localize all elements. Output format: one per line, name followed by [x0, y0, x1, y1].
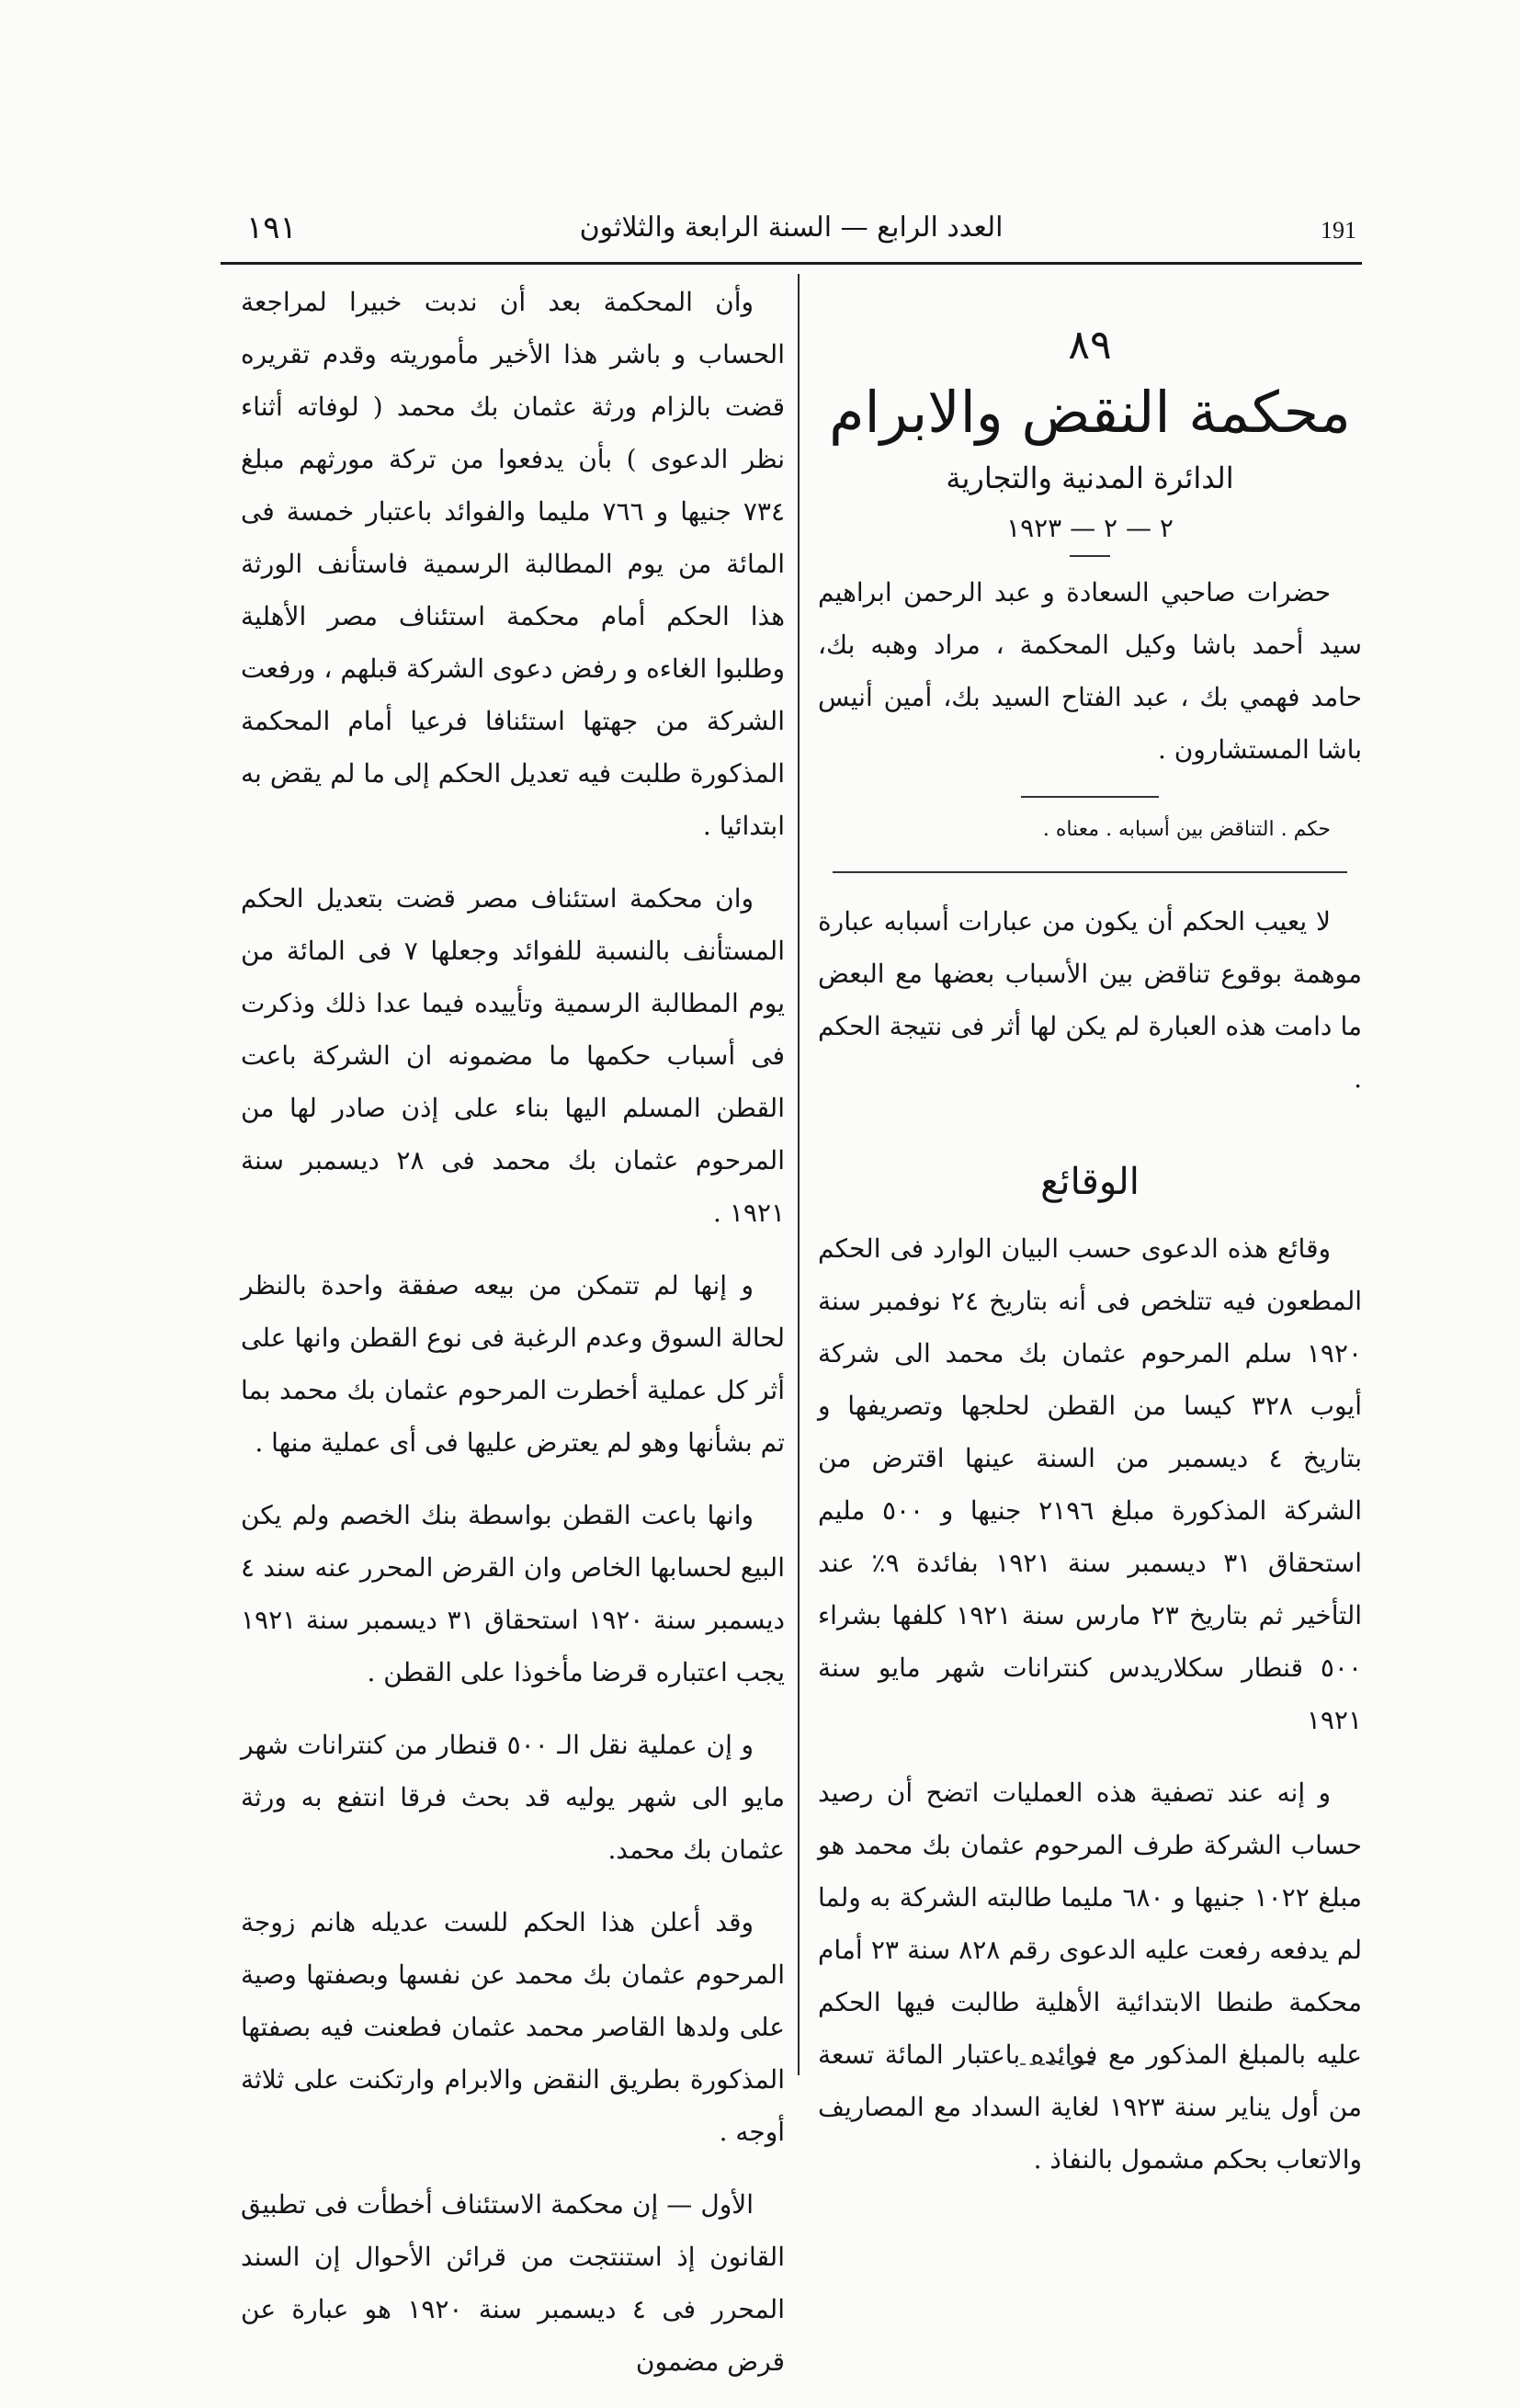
column-divider — [798, 274, 800, 2075]
right-column — [818, 320, 1362, 2206]
case-number: ٨٩ — [1068, 322, 1112, 369]
court-name: محكمة النقض والابرام — [829, 379, 1351, 446]
body-paragraph: وقد أعلن هذا الحكم للست عديله هانم زوجة المرحوم عثمان بك محمد عن نفسها وبصفتها وصية على ولدها القاصر محمد عثمان فطعنت فيه بصفتها المذكورة بطريق النقض والابرام وارتكنت على ثلاثة أوجه . — [241, 1907, 785, 2147]
running-title: العدد الرابع — السنة الرابعة والثلاثون — [579, 211, 1004, 244]
ruling-tags: حكم . التناقض بين أسبابه . معناه . — [1042, 818, 1331, 841]
facts-paragraph: و إنه عند تصفية هذه العمليات اتضح أن رصيد حساب الشركة طرف المرحوم عثمان بك محمد هو مبلغ ١٠٢٢ جنيها و ٦٨٠ مليما طالبته الشركة به ولما لم يدفعه رفعت عليه الدعوى رقم ٨٢٨ سنة ٢٣ أمام محكمة طنطا الابتدائية الأهلية طالبت فيها الحكم عليه بالمبلغ المذكور مع فوائده باعتبار المائة تسعة من أول يناير سنة ١٩٢٣ لغاية السداد مع المصاريف والاتعاب بحكم مشمول بالنفاذ . — [818, 1778, 1362, 2175]
judges-paragraph: حضرات صاحبي السعادة و عبد الرحمن ابراهيم سيد أحمد باشا وكيل المحكمة ، مراد وهبه بك، حامد فهمي بك ، عبد الفتاح السيد بك، أمين أنيس باشا المستشارون . — [818, 577, 1362, 765]
body-paragraph: وان محكمة استئناف مصر قضت بتعديل الحكم المستأنف بالنسبة للفوائد وجعلها ٧ فى المائة من يوم المطالبة الرسمية وتأييده فيما عدا ذلك وذكرت فى أسباب حكمها ما مضمونه ان الشركة باعت القطن المسلم اليها بناء على إذن صادر لها من المرحوم عثمان بك محمد فى ٢٨ ديسمبر سنة ١٩٢١ . — [241, 883, 785, 1228]
body-paragraph: وانها باعت القطن بواسطة بنك الخصم ولم يكن البيع لحسابها الخاص وان القرض المحرر عنه سند ٤ ديسمبر سنة ١٩٢٠ استحقاق ٣١ ديسمبر سنة ١٩٢١ يجب اعتباره قرضا مأخوذا على القطن . — [241, 1500, 785, 1687]
divider — [1021, 796, 1159, 798]
header-rule — [221, 262, 1362, 265]
divider — [1070, 555, 1110, 557]
body-paragraph: وأن المحكمة بعد أن ندبت خبيرا لمراجعة الحساب و باشر هذا الأخير مأموريته وقدم تقريره قضت بالزام ورثة عثمان بك محمد ( لوفاته أثناء نظر الدعوى ) بأن يدفعوا من تركة مورثهم مبلغ ٧٣٤ جنيها و ٧٦٦ مليما والفوائد باعتبار خمسة فى المائة من يوم المطالبة الرسمية فاستأنف الورثة هذا الحكم أمام محكمة استئناف مصر الأهلية وطلبوا الغاءه و رفض دعوى الشركة قبلهم ، ورفعت الشركة من جهتها استئنافا فرعيا أمام المحكمة المذكورة طلبت فيه تعديل الحكم إلى ما لم يقض به ابتدائيا . — [241, 287, 785, 841]
left-column — [241, 276, 785, 2408]
divider — [833, 871, 1347, 873]
end-mark — [1020, 2063, 1094, 2065]
facts-heading: الوقائع — [1040, 1161, 1140, 1203]
page-number-arabic: ١٩١ — [246, 210, 297, 246]
body-paragraph: و إنها لم تتمكن من بيعه صفقة واحدة بالنظر لحالة السوق وعدم الرغبة فى نوع القطن وانها على أثر كل عملية أخطرت المرحوم عثمان بك محمد بما تم بشأنها وهو لم يعترض عليها فى أى عملية منها . — [241, 1270, 785, 1458]
body-paragraph: الأول — إن محكمة الاستئناف أخطأت فى تطبيق القانون إذ استنتجت من قرائن الأحوال إن السند المحرر فى ٤ ديسمبر سنة ١٩٢٠ هو عبارة عن قرض مضمون — [241, 2189, 785, 2377]
case-date: ٢ — ٢ — ١٩٢٣ — [1006, 513, 1174, 543]
page-number-latin: 191 — [1321, 217, 1356, 244]
facts-paragraph: وقائع هذه الدعوى حسب البيان الوارد فى الحكم المطعون فيه تتلخص فى أنه بتاريخ ٢٤ نوفمبر سنة ١٩٢٠ سلم المرحوم عثمان بك محمد الى شركة أيوب ٣٢٨ كيسا من القطن لحلجها وتصريفها و بتاريخ ٤ ديسمبر من السنة عينها اقترض من الشركة المذكورة مبلغ ٢١٩٦ جنيها و ٥٠٠ مليم استحقاق ٣١ ديسمبر سنة ١٩٢١ بفائدة ٩٪ عند التأخير ثم بتاريخ ٢٣ مارس سنة ١٩٢١ كلفها بشراء ٥٠٠ قنطار سكلاريدس كنترانات شهر مايو سنة ١٩٢١ — [818, 1233, 1363, 1735]
court-circuit: الدائرة المدنية والتجارية — [946, 460, 1234, 495]
page-header — [221, 204, 1362, 259]
legal-principle: لا يعيب الحكم أن يكون من عبارات أسبابه عبارة موهمة بوقوع تناقض بين الأسباب بعضها مع البعض ما دامت هذه العبارة لم يكن لها أثر فى نتيجة الحكم . — [818, 906, 1362, 1094]
body-paragraph: و إن عملية نقل الـ ٥٠٠ قنطار من كنترانات شهر مايو الى شهر يوليه قد بحث فرقا انتفع به ورثة عثمان بك محمد. — [241, 1730, 785, 1865]
